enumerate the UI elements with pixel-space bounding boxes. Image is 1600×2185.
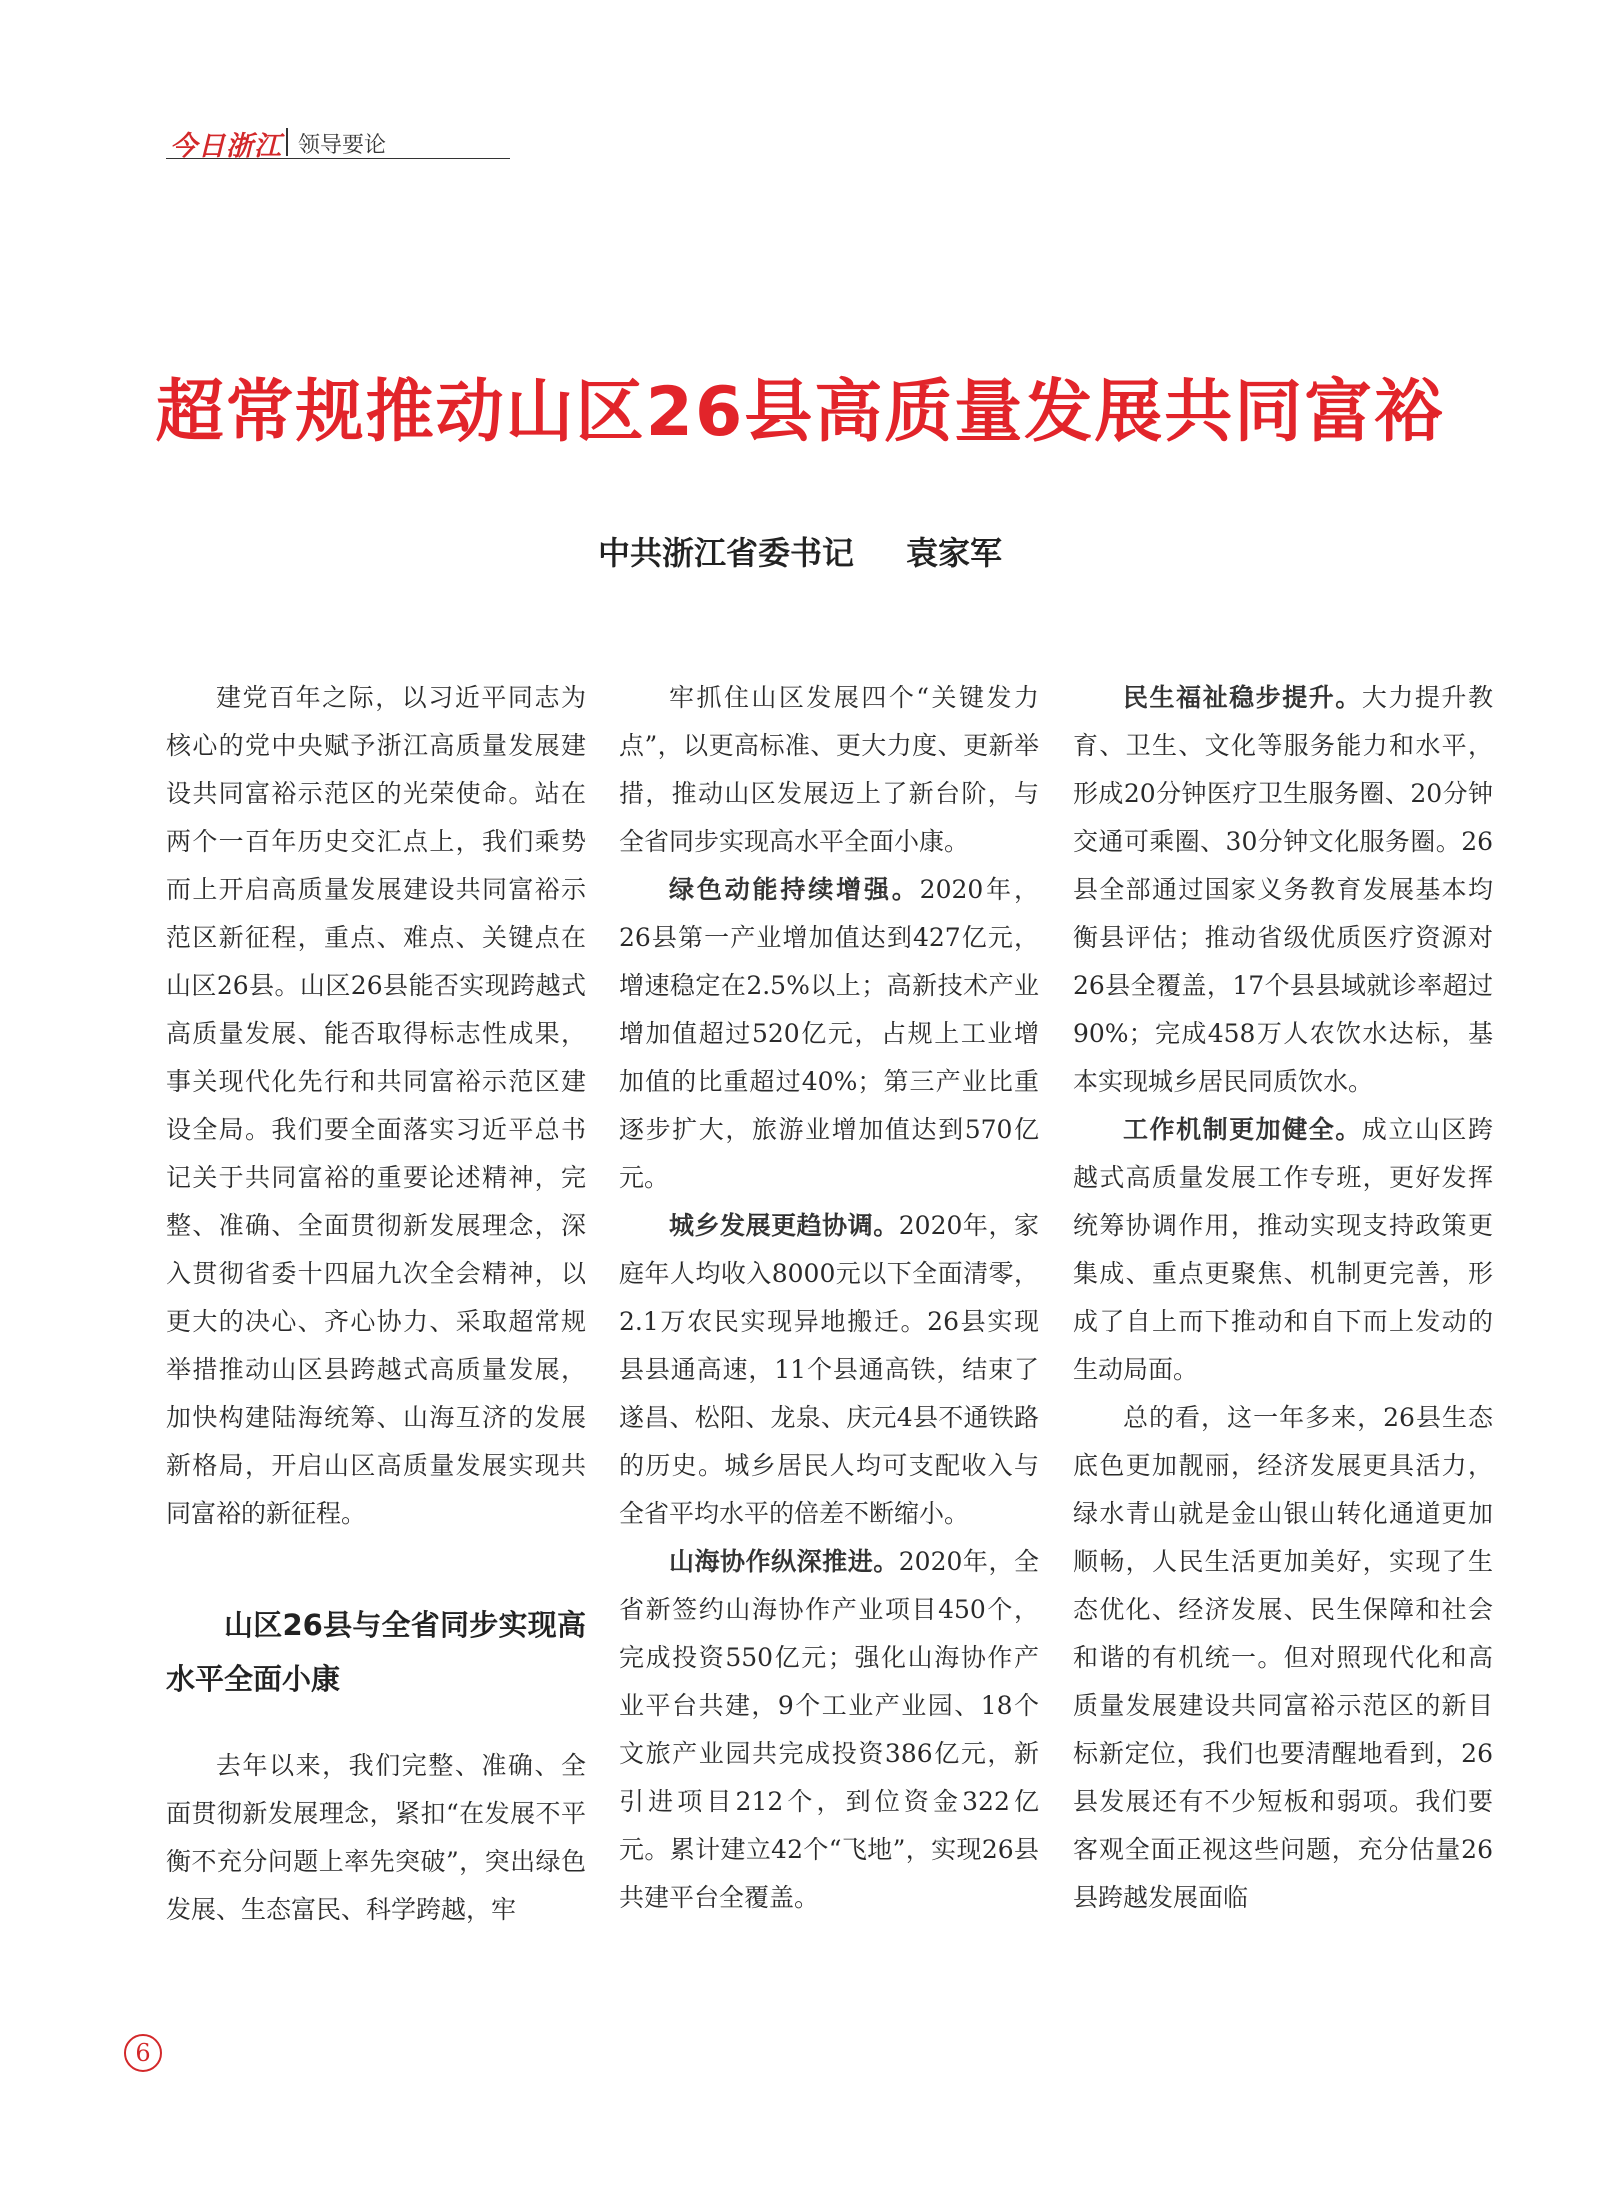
section-heading: 山区26县与全省同步实现高水平全面小康 (166, 1608, 586, 1696)
paragraph-body: 2020年，26县第一产业增加值达到427亿元，增速稳定在2.5%以上；高新技术产业增加值超过520亿元，占规上工业增加值的比重超过40%；第三产业比重逐步扩大，旅游业增加值达到570亿元。 (619, 875, 1039, 1192)
paragraph-body: 大力提升教育、卫生、文化等服务能力和水平，形成20分钟医疗卫生服务圈、20分钟交通可乘圈、30分钟文化服务圈。26县全部通过国家义务教育发展基本均衡县评估；推动省级优质医疗资源对26县全覆盖，17个县县域就诊率超过90%；完成458万人农饮水达标，基本实现城乡居民同质饮水。 (1073, 683, 1493, 1096)
paragraph: 建党百年之际，以习近平同志为核心的党中央赋予浙江高质量发展建设共同富裕示范区的光荣使命。站在两个一百年历史交汇点上，我们乘势而上开启高质量发展建设共同富裕示范区新征程，重点、难点、关键点在山区26县。山区26县能否实现跨越式高质量发展、能否取得标志性成果，事关现代化先行和共同富裕示范区建设全局。我们要全面落实习近平总书记关于共同富裕的重要论述精神，完整、准确、全面贯彻新发展理念，深入贯彻省委十四届九次全会精神，以更大的决心、齐心协力、采取超常规举措推动山区县跨越式高质量发展，加快构建陆海统筹、山海互济的发展新格局，开启山区高质量发展实现共同富裕的新征程。 (166, 683, 586, 1528)
author-role: 中共浙江省委书记 (597, 534, 854, 572)
section-label: 领导要论 (298, 133, 387, 158)
text-column-1 (166, 674, 586, 1934)
paragraph: 牢抓住山区发展四个“关键发力点”，以更高标准、更大力度、更新举措，推动山区发展迈上了新台阶，与全省同步实现高水平全面小康。 (619, 683, 1039, 856)
paragraph: 总的看，这一年多来，26县生态底色更加靓丽，经济发展更具活力，绿水青山就是金山银山转化通道更加顺畅，人民生活更加美好，实现了生态优化、经济发展、民生保障和社会和谐的有机统一。但对照现代化和高质量发展建设共同富裕示范区的新目标新定位，我们也要清醒地看到，26县发展还有不少短板和弱项。我们要客观全面正视这些问题，充分估量26县跨越发展面临 (1073, 1403, 1493, 1912)
text-column-3 (1073, 674, 1493, 1922)
lead-phrase: 城乡发展更趋协调。 (669, 1211, 899, 1240)
article-title: 超常规推动山区26县高质量发展共同富裕 (155, 373, 1445, 452)
lead-phrase: 绿色动能持续增强。 (669, 875, 920, 904)
paragraph (1073, 674, 1493, 1106)
text-column-2 (619, 674, 1039, 1922)
paragraph-body: 2020年，全省新签约山海协作产业项目450个，完成投资550亿元；强化山海协作产业平台共建，9个工业产业园、18个文旅产业园共完成投资386亿元，新引进项目212个，到位资金322亿元。累计建立42个“飞地”，实现26县共建平台全覆盖。 (619, 1547, 1039, 1912)
lead-phrase: 山海协作纵深推进。 (669, 1547, 899, 1576)
magazine-logo: 今日浙江 (170, 131, 282, 162)
header-divider (286, 128, 288, 156)
paragraph (619, 866, 1039, 1202)
running-header (166, 124, 510, 162)
paragraph-body: 成立山区跨越式高质量发展工作专班，更好发挥统筹协调作用，推动实现支持政策更集成、重点更聚焦、机制更完善，形成了自上而下推动和自下而上发动的生动局面。 (1073, 1115, 1493, 1384)
paragraph (619, 1202, 1039, 1538)
author-byline (0, 528, 1600, 574)
paragraph (619, 1538, 1039, 1922)
author-name: 袁家军 (906, 534, 1003, 572)
page-number: 6 (124, 2034, 162, 2072)
paragraph-body: 2020年，家庭年人均收入8000元以下全面清零，2.1万农民实现异地搬迁。26县实现县县通高速，11个县通高铁，结束了遂昌、松阳、龙泉、庆元4县不通铁路的历史。城乡居民人均可支配收入与全省平均水平的倍差不断缩小。 (619, 1211, 1039, 1528)
paragraph (1073, 1106, 1493, 1394)
lead-phrase: 民生福祉稳步提升。 (1123, 683, 1362, 712)
paragraph: 去年以来，我们完整、准确、全面贯彻新发展理念，紧扣“在发展不平衡不充分问题上率先突破”，突出绿色发展、生态富民、科学跨越，牢 (166, 1751, 586, 1924)
lead-phrase: 工作机制更加健全。 (1123, 1115, 1362, 1144)
